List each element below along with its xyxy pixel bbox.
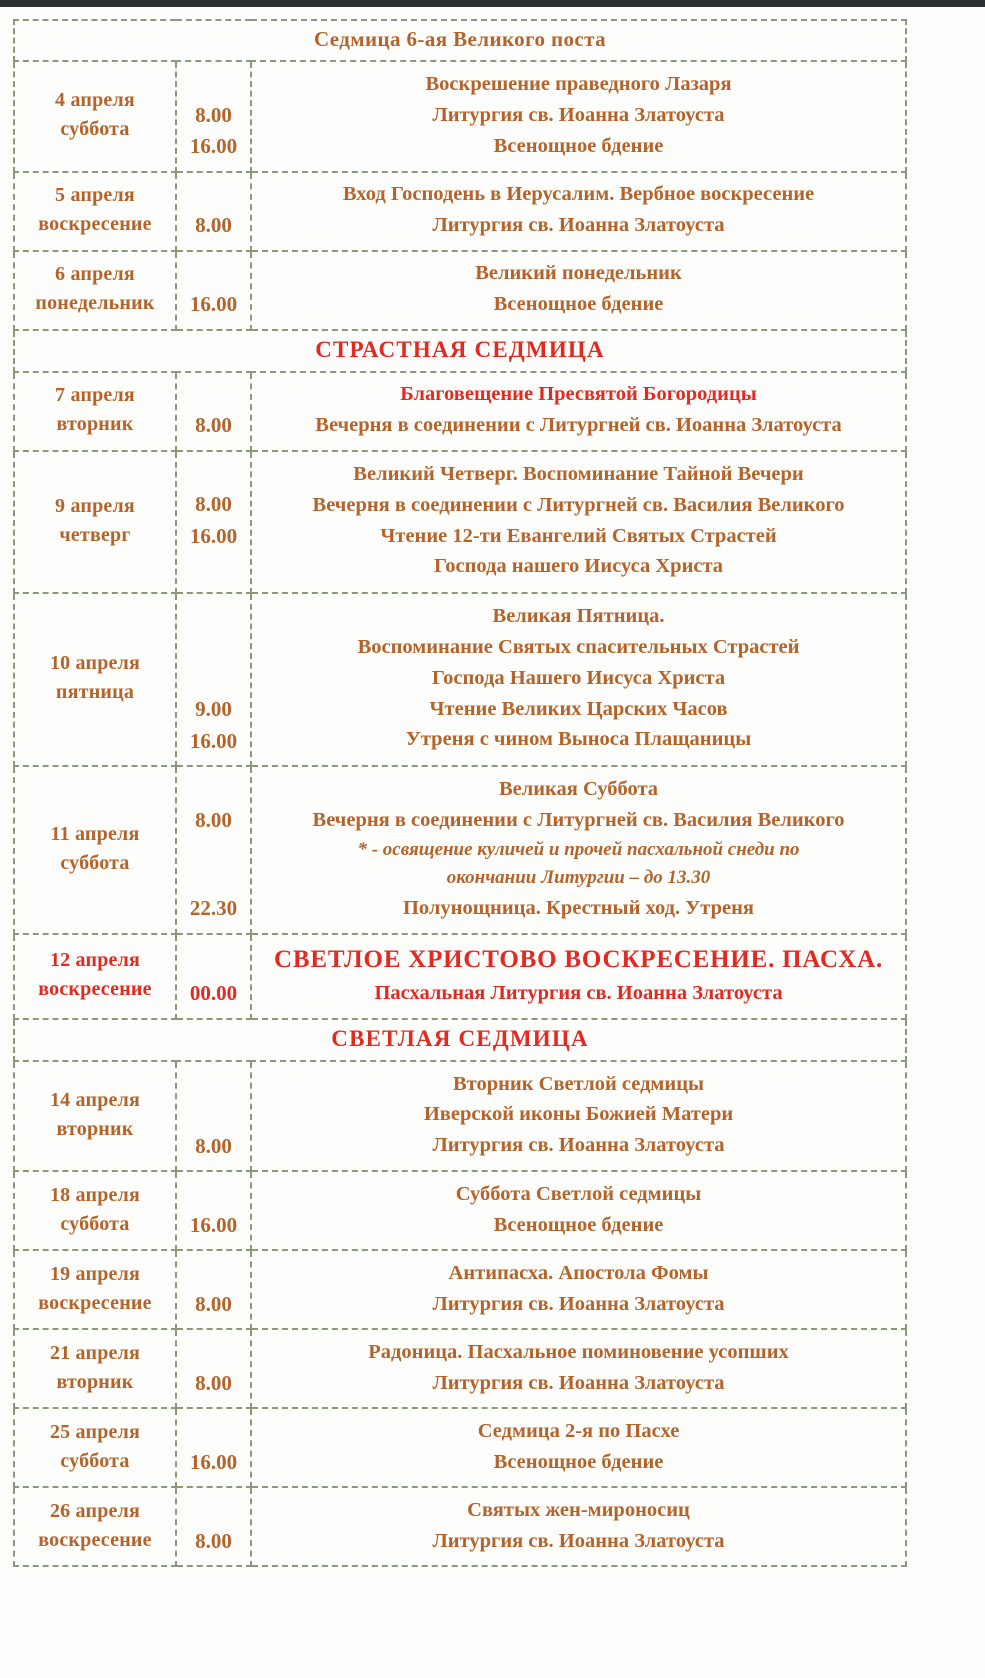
desc-line: Великая Пятница. — [492, 605, 665, 628]
date-line: суббота — [60, 851, 130, 874]
desc-line: Вечерня в соединении с Литургней св. Иоанна Златоуста — [315, 414, 842, 436]
schedule-row — [14, 1487, 906, 1566]
date-line: воскресение — [38, 1291, 152, 1314]
desc-line: Господа нашего Иисуса Христа — [433, 555, 724, 578]
date-cell — [14, 593, 176, 767]
date-line: 4 апреля — [55, 89, 135, 112]
schedule-row — [14, 934, 906, 1019]
desc-line: Благовещение Пресвятой Богородицы — [400, 383, 757, 406]
date-cell — [14, 172, 176, 251]
date-line: 25 апреля — [49, 1420, 141, 1443]
date-cell — [14, 1171, 176, 1250]
service-description-cell — [251, 251, 906, 330]
date-line: суббота — [60, 118, 130, 141]
time-cell — [176, 766, 251, 934]
date-line: 5 апреля — [55, 184, 135, 206]
service-description-cell — [251, 1487, 906, 1566]
section-header-row — [14, 20, 906, 61]
desc-line: Суббота Светлой седмицы — [455, 1182, 702, 1205]
desc-line: Литургия св. Иоанна Златоуста — [432, 103, 725, 126]
date-cell — [14, 934, 176, 1019]
service-schedule-table — [13, 19, 907, 1567]
time-cell — [176, 1487, 251, 1566]
service-description-cell — [251, 934, 906, 1019]
time-line: 8.00 — [195, 1370, 232, 1395]
time-line: 8.00 — [195, 102, 232, 127]
desc-line: Воспоминание Святых спасительных Страстей — [357, 636, 800, 659]
desc-line: Иверской иконы Божией Матери — [423, 1103, 734, 1126]
desc-line: Всенощное бдение — [493, 1213, 664, 1236]
time-cell — [176, 1061, 251, 1172]
time-cell — [176, 1171, 251, 1250]
date-line: четверг — [59, 523, 131, 546]
date-line: суббота — [60, 1212, 130, 1235]
schedule-row — [14, 1171, 906, 1250]
time-line: 8.00 — [195, 1291, 232, 1316]
date-line: суббота — [60, 1449, 130, 1472]
desc-line: Литургия св. Иоанна Златоуста — [432, 1134, 725, 1157]
date-line: 9 апреля — [55, 494, 135, 517]
date-line: вторник — [56, 1370, 134, 1393]
section-header-label: СВЕТЛАЯ СЕДМИЦА — [14, 1019, 906, 1061]
service-description-cell — [251, 593, 906, 767]
schedule-sheet — [0, 7, 985, 1678]
desc-line: * - освящение куличей и прочей пасхальной снеди по — [357, 838, 800, 860]
service-description-cell — [251, 1408, 906, 1487]
section-header-label: Седмица 6-ая Великого поста — [14, 20, 906, 61]
time-cell — [176, 934, 251, 1019]
service-description-cell — [251, 372, 906, 451]
section-header-row — [14, 1019, 906, 1061]
date-cell — [14, 1250, 176, 1329]
desc-line: Пасхальная Литургия св. Иоанна Златоуста — [374, 982, 783, 1005]
section-header-row — [14, 330, 906, 372]
date-cell — [14, 61, 176, 172]
desc-line: Радоница. Пасхальное поминовение усопших — [368, 1340, 789, 1363]
desc-line: Святых жен-мироносиц — [467, 1498, 690, 1521]
desc-line: Антипасха. Апостола Фомы — [448, 1261, 709, 1284]
service-description-cell — [251, 172, 906, 251]
schedule-row — [14, 593, 906, 767]
date-line: вторник — [56, 1117, 134, 1140]
date-line: 12 апреля — [49, 949, 141, 971]
schedule-row — [14, 1408, 906, 1487]
date-cell — [14, 451, 176, 593]
schedule-row — [14, 766, 906, 934]
time-line: 16.00 — [189, 523, 238, 548]
service-description-cell — [251, 1171, 906, 1250]
time-cell — [176, 593, 251, 767]
time-line: 8.00 — [195, 1528, 232, 1553]
date-line: 19 апреля — [49, 1262, 141, 1285]
date-line: 18 апреля — [49, 1183, 141, 1206]
service-description-cell — [251, 766, 906, 934]
time-line: 16.00 — [189, 1212, 238, 1237]
time-cell — [176, 1408, 251, 1487]
service-description-cell — [251, 61, 906, 172]
time-line: 22.30 — [189, 896, 238, 920]
date-line: воскресение — [38, 213, 152, 235]
desc-line: Всенощное бдение — [493, 134, 664, 157]
date-line: 14 апреля — [49, 1088, 141, 1111]
desc-line: окончании Литургии – до 13.30 — [446, 867, 711, 889]
desc-line: СВЕТЛОЕ ХРИСТОВО ВОСКРЕСЕНИЕ. ПАСХА. — [274, 945, 884, 973]
desc-line: Великий Четверг. Воспоминание Тайной Вечери — [353, 463, 804, 485]
time-line: 8.00 — [195, 1133, 232, 1158]
time-cell — [176, 451, 251, 593]
time-cell — [176, 172, 251, 251]
desc-line: Всенощное бдение — [493, 1450, 664, 1473]
desc-line: Литургия св. Иоанна Златоуста — [432, 214, 725, 236]
date-cell — [14, 1061, 176, 1172]
schedule-row — [14, 451, 906, 593]
time-cell — [176, 1250, 251, 1329]
date-line: воскресение — [38, 978, 152, 1000]
time-line: 8.00 — [195, 807, 232, 832]
date-line: 21 апреля — [49, 1341, 141, 1364]
desc-line: Вторник Светлой седмицы — [452, 1072, 705, 1095]
time-line: 9.00 — [195, 697, 232, 721]
schedule-body — [14, 20, 906, 1566]
date-cell — [14, 251, 176, 330]
date-cell — [14, 1487, 176, 1566]
desc-line: Всенощное бдение — [493, 293, 664, 315]
schedule-row — [14, 372, 906, 451]
desc-line: Литургия св. Иоанна Златоуста — [432, 1371, 725, 1394]
time-cell — [176, 372, 251, 451]
schedule-row — [14, 1250, 906, 1329]
desc-line: Чтение 12-ти Евангелий Святых Страстей — [380, 524, 777, 547]
time-line: 8.00 — [195, 413, 232, 437]
date-line: 11 апреля — [50, 822, 140, 845]
section-header-label: СТРАСТНАЯ СЕДМИЦА — [14, 330, 906, 372]
schedule-row — [14, 251, 906, 330]
time-line: 00.00 — [189, 981, 238, 1005]
desc-line: Великий понедельник — [475, 262, 682, 285]
service-description-cell — [251, 1250, 906, 1329]
time-cell — [176, 1329, 251, 1408]
schedule-row — [14, 61, 906, 172]
desc-line: Господа Нашего Иисуса Христа — [431, 666, 726, 689]
desc-line: Вечерня в соединении с Литургней св. Василия Великого — [312, 808, 845, 831]
date-line: 6 апреля — [55, 263, 135, 285]
desc-line: Литургия св. Иоанна Златоуста — [432, 1292, 725, 1315]
desc-line: Воскрешение праведного Лазаря — [425, 73, 732, 96]
schedule-row — [14, 172, 906, 251]
date-cell — [14, 1329, 176, 1408]
date-line: 26 апреля — [49, 1499, 141, 1522]
date-line: вторник — [56, 413, 134, 435]
time-cell — [176, 251, 251, 330]
desc-line: Литургия св. Иоанна Златоуста — [432, 1529, 725, 1552]
desc-line: Седмица 2-я по Пасхе — [477, 1419, 680, 1442]
time-line: 8.00 — [195, 213, 232, 237]
date-cell — [14, 1408, 176, 1487]
time-line: 16.00 — [189, 134, 238, 158]
time-line: 8.00 — [195, 492, 232, 516]
schedule-row — [14, 1061, 906, 1172]
desc-line: Вечерня в соединении с Литургней св. Василия Великого — [312, 493, 845, 516]
desc-line: Чтение Великих Царских Часов — [429, 697, 728, 720]
date-line: 10 апреля — [49, 652, 141, 675]
date-cell — [14, 766, 176, 934]
service-description-cell — [251, 1329, 906, 1408]
time-cell — [176, 61, 251, 172]
date-line: 7 апреля — [55, 384, 135, 406]
time-line: 16.00 — [189, 292, 238, 316]
desc-line: Утреня с чином Выноса Плащаницы — [405, 728, 752, 751]
time-line: 16.00 — [189, 728, 238, 753]
date-cell — [14, 372, 176, 451]
time-line: 16.00 — [189, 1449, 238, 1474]
desc-line: Полунощница. Крестный ход. Утреня — [402, 896, 755, 919]
desc-line: Великая Суббота — [498, 778, 659, 801]
schedule-row — [14, 1329, 906, 1408]
service-description-cell — [251, 451, 906, 593]
top-window-bar — [0, 0, 985, 7]
date-line: понедельник — [35, 292, 155, 314]
date-line: воскресение — [38, 1528, 152, 1551]
service-description-cell — [251, 1061, 906, 1172]
desc-line: Вход Господень в Иерусалим. Вербное воскресение — [342, 183, 815, 206]
date-line: пятница — [55, 681, 135, 704]
